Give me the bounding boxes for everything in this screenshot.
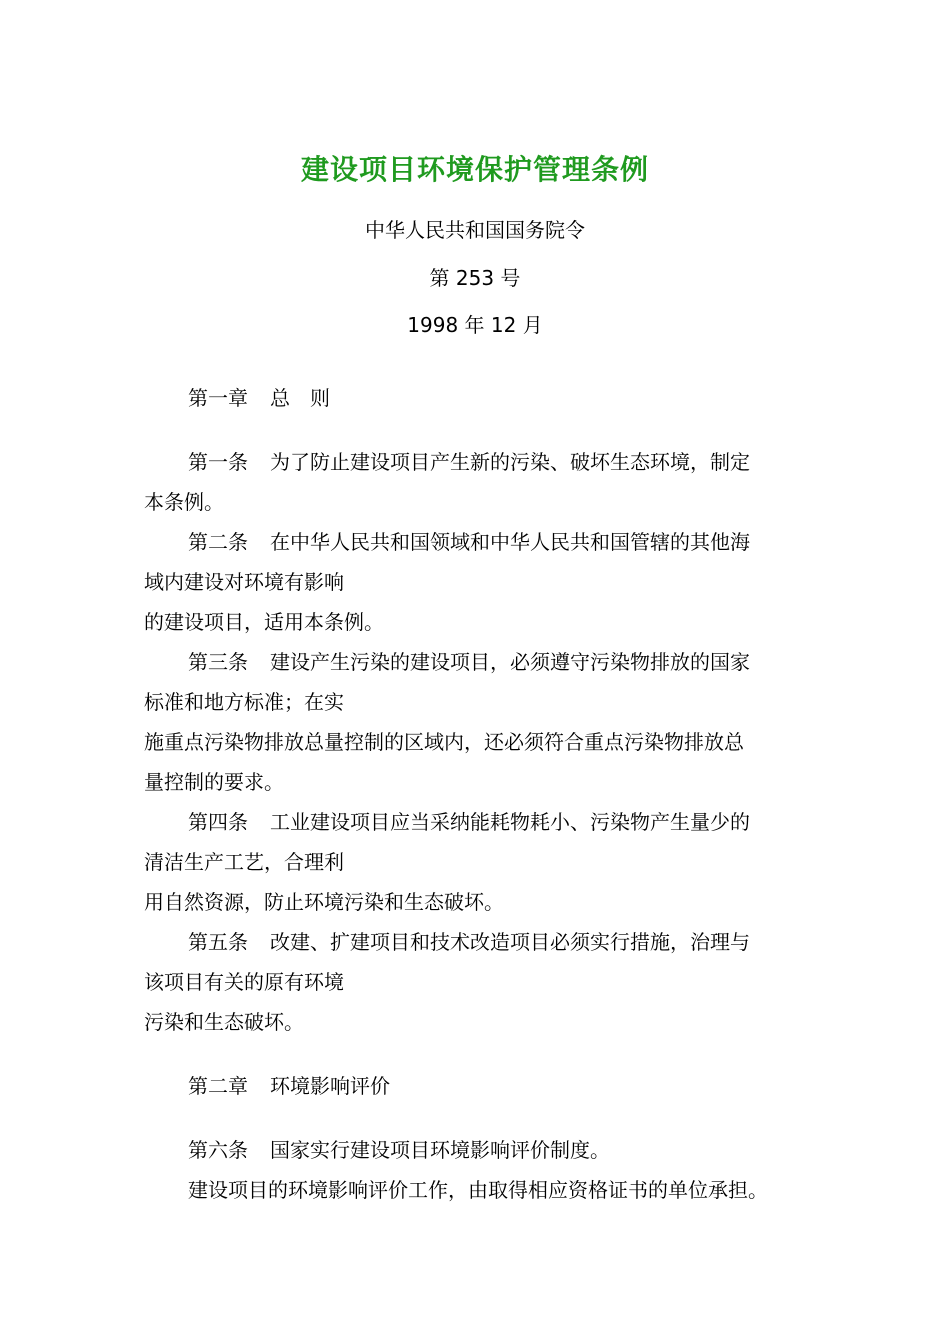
article-1-text: 为了防止建设项目产生新的污染、破坏生态环境，制定: [270, 450, 750, 474]
article-2-label: 第二条: [188, 530, 248, 554]
chapter-1-heading: [188, 384, 330, 412]
article-4-label: 第四条: [188, 810, 248, 834]
article-5-line-1: [188, 928, 750, 956]
article-2-text: 在中华人民共和国领域和中华人民共和国管辖的其他海: [270, 530, 750, 554]
document-title: 建设项目环境保护管理条例: [300, 153, 649, 186]
article-6-text: 国家实行建设项目环境影响评价制度。: [270, 1138, 610, 1162]
article-4-text: 工业建设项目应当采纳能耗物耗小、污染物产生量少的: [270, 810, 750, 834]
chapter-2-heading: [188, 1072, 390, 1100]
article-3-line-1: [188, 648, 750, 676]
article-1-line-2: 本条例。: [144, 490, 224, 514]
chapter-2-label: 第二章: [188, 1074, 248, 1098]
article-4-line-1: [188, 808, 750, 836]
article-4-line-2: 清洁生产工艺，合理利: [144, 850, 344, 874]
chapter-1-title: 总 则: [270, 386, 330, 410]
decree-number: 第 253 号: [429, 266, 521, 290]
article-2-line-3: 的建设项目，适用本条例。: [144, 610, 384, 634]
article-5-line-3: 污染和生态破坏。: [144, 1010, 304, 1034]
chapter-2-title: 环境影响评价: [270, 1074, 390, 1098]
article-5-label: 第五条: [188, 930, 248, 954]
article-3-line-2: 标准和地方标准；在实: [144, 690, 344, 714]
article-3-label: 第三条: [188, 650, 248, 674]
article-1-line-1: [188, 448, 750, 476]
article-6-label: 第六条: [188, 1138, 248, 1162]
article-6-line-2: 建设项目的环境影响评价工作，由取得相应资格证书的单位承担。: [188, 1178, 768, 1202]
article-5-text: 改建、扩建项目和技术改造项目必须实行措施，治理与: [270, 930, 750, 954]
article-3-line-3: 施重点污染物排放总量控制的区域内，还必须符合重点污染物排放总: [144, 730, 744, 754]
article-6-line-1: [188, 1136, 610, 1164]
article-2-line-1: [188, 528, 750, 556]
article-3-line-4: 量控制的要求。: [144, 770, 284, 794]
article-3-text: 建设产生污染的建设项目，必须遵守污染物排放的国家: [270, 650, 750, 674]
chapter-1-label: 第一章: [188, 386, 248, 410]
article-2-line-2: 域内建设对环境有影响: [144, 570, 344, 594]
decree-issuer: 中华人民共和国国务院令: [365, 218, 585, 242]
article-4-line-3: 用自然资源，防止环境污染和生态破坏。: [144, 890, 504, 914]
article-1-label: 第一条: [188, 450, 248, 474]
article-5-line-2: 该项目有关的原有环境: [144, 970, 344, 994]
decree-date: 1998 年 12 月: [407, 313, 543, 337]
